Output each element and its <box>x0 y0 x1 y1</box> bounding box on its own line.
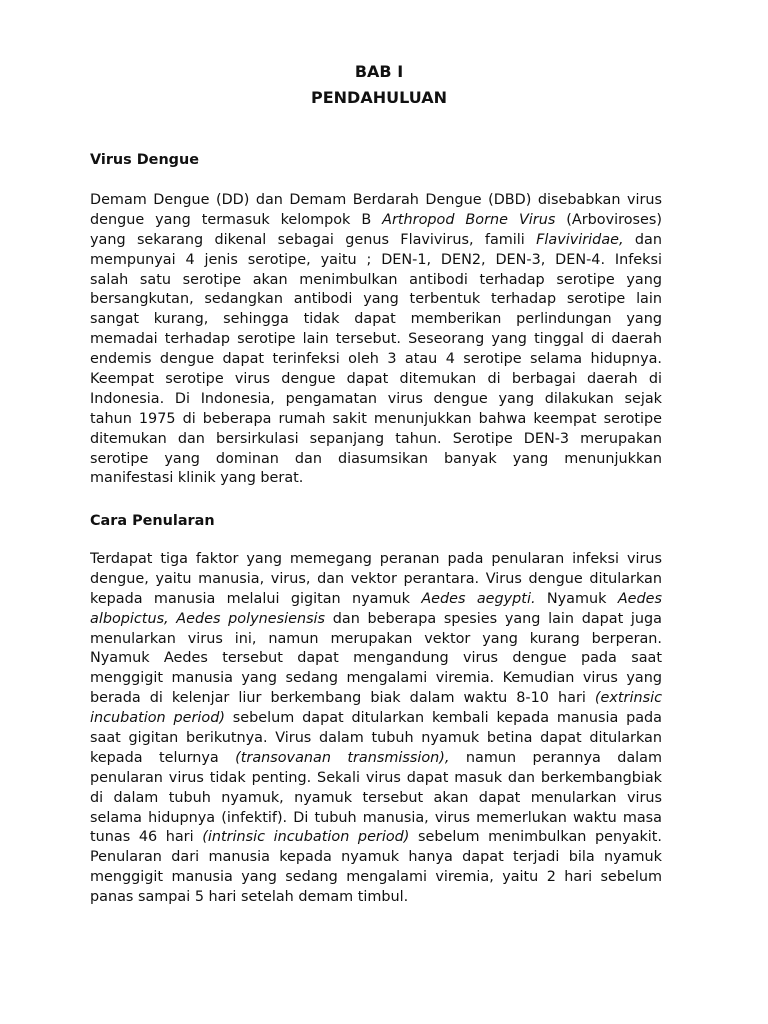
italic-term: (transovanan transmission), <box>235 749 450 766</box>
text-run: manifestasi klinik yang berat. <box>90 470 304 487</box>
text-run: Terdapat tiga faktor yang memegang peranan pada penularan infeksi virus <box>90 551 662 567</box>
italic-term: Aedes <box>617 590 662 607</box>
text-run: endemis dengue dapat terinfeksi oleh 3 atau 4 serotipe selama hidupnya. <box>90 351 662 368</box>
text-line <box>90 450 662 470</box>
text-line <box>90 729 662 749</box>
text-run: kepada manusia melalui gigitan nyamuk <box>90 590 422 607</box>
text-run: yang sekarang dikenal sebagai genus Flavivirus, famili <box>90 231 537 248</box>
text-line <box>90 211 662 231</box>
text-run: menularkan virus ini, namun merupakan vektor yang kurang berperan. <box>90 630 662 647</box>
text-run: di dalam tubuh nyamuk, nyamuk tersebut akan dapat menularkan virus <box>90 789 662 806</box>
text-run: ditemukan dan bersirkulasi sepanjang tahun. Serotipe DEN-3 merupakan <box>90 430 662 447</box>
italic-term: Flaviviridae, <box>536 231 624 248</box>
text-run: (Arboviroses) <box>555 211 662 228</box>
text-line <box>90 749 662 769</box>
text-line <box>90 868 662 888</box>
text-line <box>90 310 662 330</box>
chapter-title: PENDAHULUAN <box>311 88 447 107</box>
text-run: dengue, yaitu manusia, virus, dan vektor perantara. Virus dengue ditularkan <box>90 570 662 587</box>
paragraph-virus-dengue <box>90 191 662 489</box>
text-line <box>90 789 662 809</box>
text-line <box>90 410 662 430</box>
text-run: sebelum menimbulkan penyakit. <box>409 829 662 846</box>
text-line <box>90 888 662 908</box>
text-run: tunas 46 hari <box>90 829 203 846</box>
text-run: Penularan dari manusia kepada nyamuk hanya dapat terjadi bila nyamuk <box>90 849 662 866</box>
text-run: kepada telurnya <box>90 749 236 766</box>
text-run: bersangkutan, sedangkan antibodi yang terbentuk terhadap serotipe lain <box>90 291 662 308</box>
section-heading-cara-penularan: Cara Penularan <box>90 513 215 529</box>
text-run: dengue yang termasuk kelompok B <box>90 211 383 228</box>
text-run: Keempat serotipe virus dengue dapat ditemukan di berbagai daerah di <box>90 371 662 388</box>
text-run: dan <box>623 231 662 248</box>
text-line <box>90 669 662 689</box>
text-run: sangat kurang, sehingga tidak dapat memberikan perlindungan yang <box>90 311 662 328</box>
text-run: Indonesia. Di Indonesia, pengamatan virus dengue yang dilakukan sejak <box>90 390 662 407</box>
text-line <box>90 689 662 709</box>
text-run: salah satu serotipe akan menimbulkan antibodi terhadap serotipe yang <box>90 271 662 288</box>
text-run: mempunyai 4 jenis serotipe, yaitu ; DEN-1, DEN2, DEN-3, DEN-4. Infeksi <box>90 251 662 268</box>
text-line <box>90 828 662 848</box>
text-line <box>90 709 662 729</box>
text-line <box>90 251 662 271</box>
text-run: serotipe yang dominan dan diasumsikan banyak yang menunjukkan <box>90 450 662 467</box>
text-run: selama hidupnya (infektif). Di tubuh manusia, virus memerlukan waktu masa <box>90 809 662 826</box>
text-run: memadai terhadap serotipe lain tersebut. Seseorang yang tinggal di daerah <box>90 331 662 348</box>
text-line <box>90 350 662 370</box>
italic-term: (intrinsic incubation period) <box>202 829 410 846</box>
text-run: Nyamuk Aedes tersebut dapat mengandung virus dengue pada saat <box>90 650 662 667</box>
text-line <box>90 570 662 590</box>
text-run: dan beberapa spesies yang lain dapat juga <box>325 610 662 627</box>
text-line <box>90 370 662 390</box>
text-line <box>90 610 662 630</box>
text-line <box>90 390 662 410</box>
text-run: penularan virus tidak penting. Sekali virus dapat masuk dan berkembangbiak <box>90 769 662 786</box>
text-line <box>90 330 662 350</box>
text-line <box>90 469 662 489</box>
italic-term: Arthropod Borne Virus <box>382 211 556 228</box>
text-run: menggigit manusia yang sedang mengalami viremia. Kemudian virus yang <box>90 670 662 687</box>
text-line <box>90 231 662 251</box>
text-line <box>90 630 662 650</box>
text-line <box>90 649 662 669</box>
italic-term: (extrinsic <box>594 690 662 707</box>
paragraph-cara-penularan <box>90 550 662 908</box>
text-run: sebelum dapat ditularkan kembali kepada manusia pada <box>224 710 662 727</box>
italic-term: Aedes aegypti. <box>421 590 536 607</box>
text-line <box>90 430 662 450</box>
italic-term: incubation period) <box>90 710 225 727</box>
text-run: Demam Dengue (DD) dan Demam Berdarah Dengue (DBD) disebabkan virus <box>90 192 662 208</box>
text-run: panas sampai 5 hari setelah demam timbul. <box>90 889 409 906</box>
text-line <box>90 550 662 570</box>
chapter-number: BAB I <box>354 62 404 81</box>
italic-term: albopictus, Aedes polynesiensis <box>90 610 326 627</box>
text-run: namun perannya dalam <box>449 749 662 766</box>
text-line <box>90 769 662 789</box>
text-line <box>90 290 662 310</box>
text-run: tahun 1975 di beberapa rumah sakit menunjukkan bahwa keempat serotipe <box>90 410 662 427</box>
text-line <box>90 848 662 868</box>
text-run: menggigit manusia yang sedang mengalami viremia, yaitu 2 hari sebelum <box>90 869 662 886</box>
text-line <box>90 271 662 291</box>
text-run: Nyamuk <box>535 590 618 607</box>
text-line <box>90 191 662 211</box>
text-run: saat gigitan berikutnya. Virus dalam tubuh nyamuk betina dapat ditularkan <box>90 730 662 747</box>
text-line <box>90 809 662 829</box>
section-heading-virus-dengue: Virus Dengue <box>90 152 199 168</box>
text-run: berada di kelenjar liur berkembang biak dalam waktu 8-10 hari <box>90 690 595 707</box>
text-line <box>90 590 662 610</box>
